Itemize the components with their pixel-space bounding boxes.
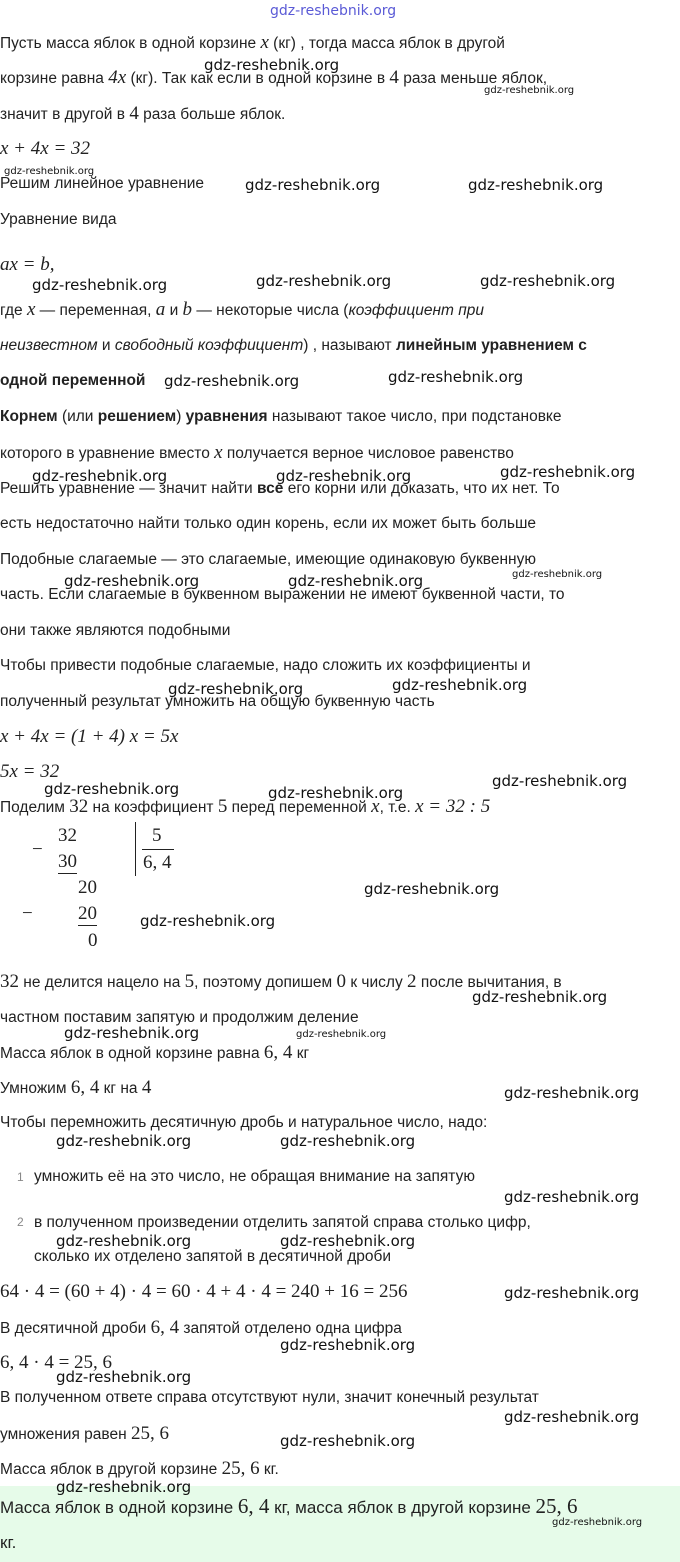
subtrahend: 30 (58, 851, 77, 872)
list-item: умножить её на это число, не обращая внимание на запятую (34, 1168, 475, 1185)
watermark: gdz-reshebnik.org (364, 880, 500, 898)
watermark: gdz-reshebnik.org (140, 912, 276, 930)
watermark: gdz-reshebnik.org (4, 166, 95, 177)
text-line: Решить уравнение — значит найти все его корни или доказать, что их нет. То (0, 480, 560, 497)
divisor-line (142, 849, 174, 850)
text-line: Подобные слагаемые — это слагаемые, имеющие одинаковую буквенную (0, 551, 536, 568)
text-line: Уравнение вида (0, 211, 117, 228)
watermark: gdz-reshebnik.org (280, 1336, 416, 1354)
text-line: есть недостаточно найти только один корень, если их может быть больше (0, 515, 537, 532)
watermark: gdz-reshebnik.org (56, 1132, 192, 1150)
watermark: gdz-reshebnik.org (256, 272, 392, 290)
remainder: 20 (78, 877, 97, 898)
watermark: gdz-reshebnik.org (504, 1284, 640, 1302)
text-line: Решим линейное уравнение (0, 175, 205, 192)
division-bar (135, 822, 136, 876)
watermark: gdz-reshebnik.org (32, 276, 168, 294)
quotient: 6, 4 (143, 852, 172, 873)
text-line: значит в другой в 4 раза больше яблок. (0, 103, 286, 124)
equation: x + 4x = 32 (0, 138, 91, 159)
watermark: gdz-reshebnik.org (288, 572, 424, 590)
answer-line: Масса яблок в одной корзине 6, 4 кг, масса яблок в другой корзине 25, 6 (0, 1494, 578, 1518)
watermark: gdz-reshebnik.org (504, 1408, 640, 1426)
minus-sign: − (32, 839, 43, 860)
text-line: Поделим 32 на коэффициент 5 перед переменной x, т.е. x = 32 : 5 (0, 796, 491, 817)
equation: 5x = 32 (0, 761, 60, 782)
text-line: частном поставим запятую и продолжим деление (0, 1009, 359, 1026)
watermark: gdz-reshebnik.org (64, 572, 200, 590)
watermark: gdz-reshebnik.org (480, 272, 616, 290)
watermark: gdz-reshebnik.org (468, 176, 604, 194)
text-line: неизвестном и свободный коэффициент) , называют линейным уравнением с (0, 337, 587, 354)
watermark: gdz-reshebnik.org (512, 569, 603, 580)
watermark: gdz-reshebnik.org (296, 1029, 387, 1040)
text-line: Умножим 6, 4 кг на 4 (0, 1077, 152, 1098)
watermark: gdz-reshebnik.org (280, 1132, 416, 1150)
list-number: 2 (17, 1215, 24, 1229)
watermark: gdz-reshebnik.org (270, 3, 397, 19)
text-line: часть. Если слагаемые в буквенном выражении не имеют буквенной части, то (0, 586, 565, 603)
watermark: gdz-reshebnik.org (56, 1368, 192, 1386)
watermark: gdz-reshebnik.org (392, 676, 528, 694)
text-line: одной переменной (0, 372, 146, 389)
watermark: gdz-reshebnik.org (388, 368, 524, 386)
text-line: Чтобы привести подобные слагаемые, надо сложить их коэффициенты и (0, 657, 531, 674)
watermark: gdz-reshebnik.org (472, 988, 608, 1006)
text-line: Корнем (или решением) уравнения называют такое число, при подстановке (0, 408, 562, 425)
dividend: 32 (58, 825, 77, 846)
watermark: gdz-reshebnik.org (504, 1188, 640, 1206)
watermark: gdz-reshebnik.org (504, 1084, 640, 1102)
watermark: gdz-reshebnik.org (56, 1478, 192, 1496)
list-item: сколько их отделено запятой в десятичной дроби (34, 1248, 392, 1265)
watermark: gdz-reshebnik.org (276, 467, 412, 485)
text-line: В полученном ответе справа отсутствуют нули, значит конечный результат (0, 1389, 539, 1406)
text-line: они также являются подобными (0, 622, 231, 639)
watermark: gdz-reshebnik.org (484, 85, 575, 96)
text-line: Масса яблок в одной корзине равна 6, 4 кг (0, 1042, 310, 1063)
text-line: В десятичной дроби 6, 4 запятой отделено одна цифра (0, 1317, 402, 1338)
watermark: gdz-reshebnik.org (552, 1517, 643, 1528)
watermark: gdz-reshebnik.org (164, 372, 300, 390)
equation: 6, 4 · 4 = 25, 6 (0, 1352, 113, 1373)
watermark: gdz-reshebnik.org (280, 1432, 416, 1450)
watermark: gdz-reshebnik.org (44, 780, 180, 798)
list-item: в полученном произведении отделить запятой справа столько цифр, (34, 1214, 531, 1231)
answer-line: кг. (0, 1533, 17, 1552)
text-line: корзине равна 4x (кг). Так как если в одной корзине в 4 раза меньше яблок, (0, 67, 548, 88)
text-line: Пусть масса яблок в одной корзине x (кг) , тогда масса яблок в другой (0, 32, 505, 53)
watermark: gdz-reshebnik.org (168, 680, 304, 698)
watermark: gdz-reshebnik.org (204, 56, 340, 74)
watermark: gdz-reshebnik.org (64, 1024, 200, 1042)
text-line: 32 не делится нацело на 5, поэтому допишем 0 к числу 2 после вычитания, в (0, 971, 562, 992)
text-line: Масса яблок в другой корзине 25, 6 кг. (0, 1458, 279, 1479)
watermark: gdz-reshebnik.org (500, 463, 636, 481)
watermark: gdz-reshebnik.org (492, 772, 628, 790)
text-line: где x — переменная, a и b — некоторые числа (коэффициент при (0, 299, 484, 320)
equation: ax = b, (0, 254, 55, 275)
remainder: 0 (88, 930, 98, 951)
divisor: 5 (152, 825, 162, 846)
watermark: gdz-reshebnik.org (268, 784, 404, 802)
text-line: которого в уравнение вместо x получается верное числовое равенство (0, 442, 514, 463)
watermark: gdz-reshebnik.org (245, 176, 381, 194)
list-number: 1 (17, 1170, 24, 1184)
text-line: Чтобы перемножить десятичную дробь и натуральное число, надо: (0, 1114, 488, 1131)
text-line: полученный результат умножить на общую буквенную часть (0, 693, 435, 710)
minus-sign: − (22, 903, 33, 924)
watermark: gdz-reshebnik.org (32, 467, 168, 485)
subtrahend: 20 (78, 903, 97, 924)
text-line: умножения равен 25, 6 (0, 1423, 169, 1444)
equation: x + 4x = (1 + 4) x = 5x (0, 726, 179, 747)
watermark: gdz-reshebnik.org (56, 1232, 192, 1250)
watermark: gdz-reshebnik.org (280, 1232, 416, 1250)
equation: 64 · 4 = (60 + 4) · 4 = 60 · 4 + 4 · 4 = 240 + 16 = 256 (0, 1281, 408, 1302)
